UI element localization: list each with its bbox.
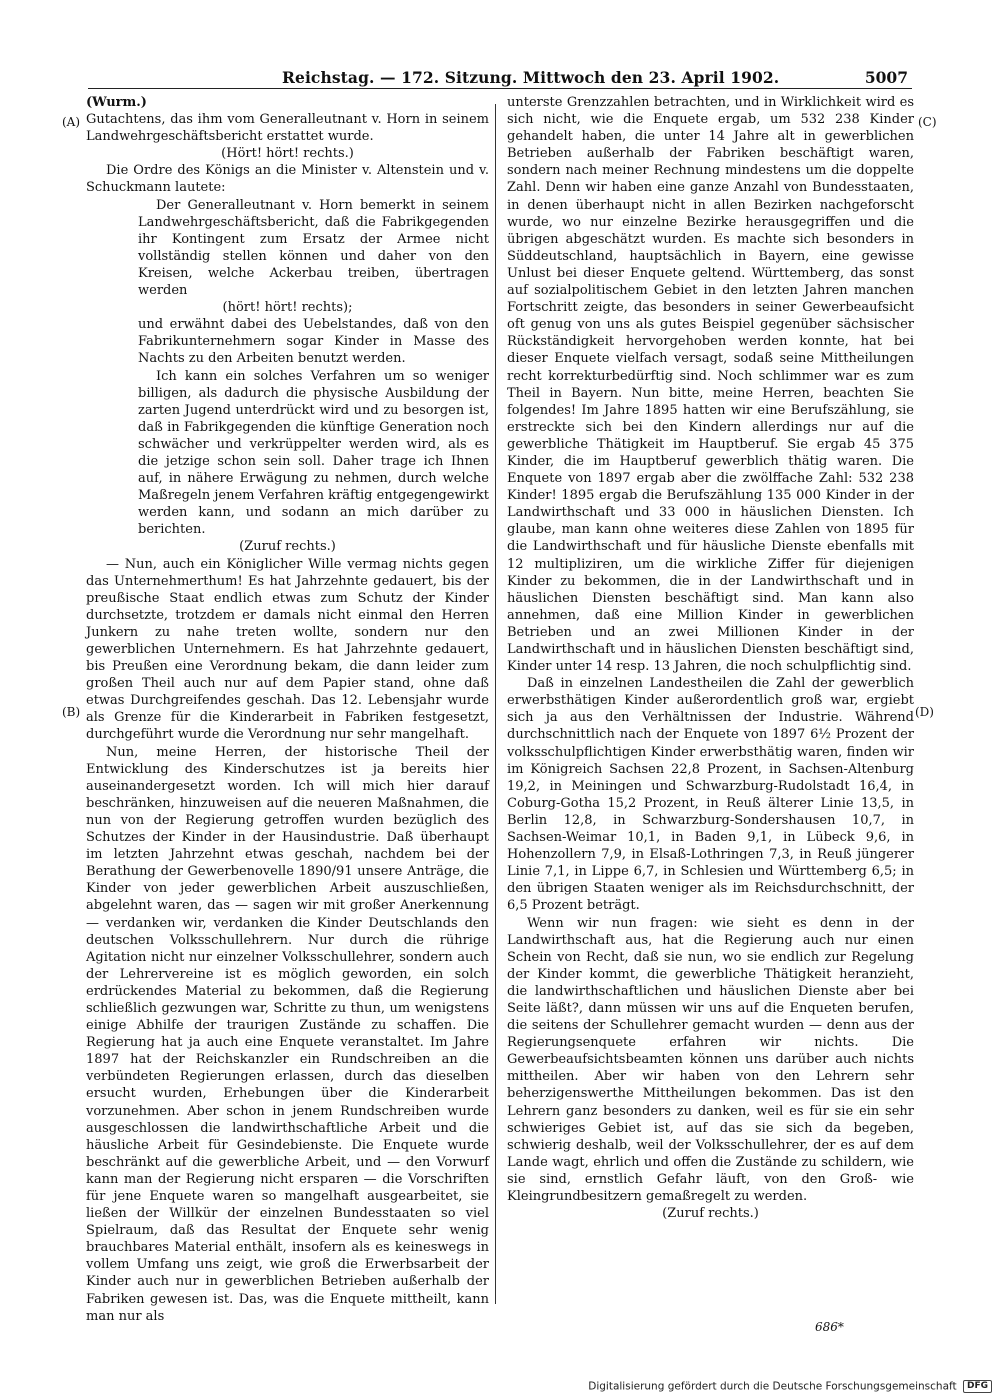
margin-mark-d: (D) [915,705,934,719]
quoted-order: Ich kann ein solches Verfahren um so weniger billigen, als dadurch die physische Ausbildung der zarten Jugend unterdrückt wird und zu besorgen ist, daß in Fabrikgegenden die künftige Generation noch schwächer und verkrüppelter werden wird, als es die jetzige schon sein soll. Daher trage ich Ihnen auf, in nähere Erwägung zu nehmen, durch welche Maßregeln jenem Verfahren kräftig entgegengewirkt werden kann, und sodann an mich darüber zu berichten. [138,368,489,538]
speaker-name: (Wurm.) [86,95,147,110]
interjection: (Zuruf rechts.) [662,1206,759,1222]
column-divider [495,104,496,1304]
header-rule [88,88,912,89]
paragraph: — Nun, auch ein Königlicher Wille vermag nichts gegen das Unternehmerthum! Es hat Jahrzehnte gedauert, bis der preußische Staat endlich etwas zum Schutz der Kinder durchsetzte, trotzdem er damals nicht einmal den Herren Junkern zu nahe treten wollte, sondern nur den gewerblichen Unternehmern. Es hat Jahrzehnte gedauert, bis Preußen eine Verordnung bekam, die dann leider zum großen Theil auch nur auf dem Papier stand, ohne daß etwas Durchgreifendes geschah. Das 12. Lebensjahr wurde als Grenze für die Kinderarbeit in Fabriken festgesetzt, durchgeführt wurde die Verordnung nur sehr mangelhaft. [86,556,489,743]
interjection: (Hört! hört! rechts.) [221,146,354,162]
dfg-logo-icon: DFG [963,1380,992,1393]
interjection: (hört! hört! rechts); [222,300,353,316]
footer-text: Digitalisierung gefördert durch die Deutsche Forschungsgemeinschaft [588,1380,957,1393]
quoted-order: Der Generalleutnant v. Horn bemerkt in seinem Landwehrgeschäftsbericht, daß die Fabrikgegenden ihr Kontingent zum Ersatz der Armee nicht vollständig stellen können und daher von den Kreisen, welche Ackerbau treiben, übertragen werden [138,197,489,299]
left-column [86,94,489,1325]
paragraph: Die Ordre des Königs an die Minister v. Altenstein und v. Schuckmann lautete: [86,163,489,196]
signature-mark: 686* [815,1320,844,1334]
paragraph: Gutachtens, das ihm vom Generalleutnant v. Horn in seinem Landwehrgeschäftsbericht erstattet wurde. [86,112,489,145]
page-number: 5007 [864,68,908,87]
margin-mark-b: (B) [62,705,81,719]
funding-footer [588,1380,992,1393]
interjection: (Zuruf rechts.) [239,539,336,555]
running-head: Reichstag. — 172. Sitzung. Mittwoch den 23. April 1902. [282,68,780,87]
paragraph: Nun, meine Herren, der historische Theil der Entwicklung des Kinderschutzes ist ja bereits hier auseinandergesetzt worden. Ich will mich hier darauf beschränken, hinzuweisen auf die neueren Maßnahmen, die nun von der Regierung getroffen wurden bezüglich des Schutzes der Kinder in der Hausindustrie. Daß überhaupt im letzten Jahrzehnt etwas geschah, nachdem bei der Berathung der Gewerbenovelle 1890/91 unsere Anträge, die Kinder von jeder gewerblichen Arbeit auszuschließen, abgelehnt waren, das — sagen wir mit großer Anerkennung — verdanken wir, verdanken die Kinder Deutschlands den deutschen Volksschullehrern. Nur durch die rührige Agitation nicht nur einzelner Volksschullehrer, sondern auch der Lehrervereine ist es möglich geworden, ein solch erdrückendes Material zu bekommen, daß die Regierung schließlich gezwungen war, Schritte zu thun, um wenigstens einige Abhilfe der traurigen Zustände zu schaffen. Die Regierung hat ja auch eine Enquete veranstaltet. Im Jahre 1897 hat der Reichskanzler ein Rundschreiben an die verbündeten Regierungen erlassen, durch das dieselben ersucht wurden, Erhebungen über die Kinderarbeit vorzunehmen. Aber schon in jenem Rundschreiben wurde ausgeschlossen die landwirthschaftliche Arbeit und die häusliche Arbeit für Gesindebienste. Die Enquete wurde beschränkt auf die gewerbliche Arbeit, und — den Vorwurf kann man der Regierung nicht ersparen — die Vorschriften für jene Enquete waren so mangelhaft ausgearbeitet, sie ließen der Willkür der einzelnen Bundesstaaten so viel Spielraum, daß das Resultat der Enquete sehr wenig brauchbares Material enthält, insofern als es keineswegs in vollem Umfang uns zeigt, wie groß die Erwerbsarbeit der Kinder auch nur in gewerblichen Betrieben außerhalb der Fabriken gewesen ist. Das, was die Enquete mittheilt, kann man nur als [86,744,489,1324]
paragraph: Wenn wir nun fragen: wie sieht es denn in der Landwirthschaft aus, hat die Regierung auch nur einen Schein von Recht, daß sie nun, wo sie endlich zur Regelung der Kinder kommt, die gewerbliche Thätigkeit heranzieht, die landwirthschaftlichen und häuslichen Dienste aber bei Seite läßt?, dann müssen wir uns auf die Enqueten berufen, die seitens der Schullehrer gemacht wurden — denn aus der Regierungsenquete erfahren wir nichts. Die Gewerbeaufsichtsbeamten können uns darüber auch nichts mittheilen. Aber wir haben von den Lehrern sehr beherzigenswerthe Mittheilungen bekommen. Das ist den Lehrern ganz besonders zu danken, weil es für sie ein sehr schwieriges Gebiet ist, auf das sie sich da begeben, schwierig deshalb, weil der Volksschullehrer, der es auf dem Lande wagt, ehrlich und offen die Zustände zu schildern, wie sie sind, ernstlich Gefahr läuft, von den Groß- wie Kleingrundbesitzern gemaßregelt zu werden. [507,915,914,1204]
right-column [507,94,914,1222]
paragraph: unterste Grenzzahlen betrachten, und in Wirklichkeit wird es sich nicht, wie die Enquete ergab, um 532 238 Kinder gehandelt haben, die unter 14 Jahre alt in gewerblichen Betrieben außerhalb der Fabriken beschäftigt waren, sondern nach meiner Rechnung mindestens um die doppelte Zahl. Denn wir haben eine ganze Anzahl von Bundesstaaten, in denen überhaupt nicht in allen Bezirken nachgeforscht wurde, wo nur einzelne Bezirke herausgegriffen und die übrigen abgeschätzt wurden. Es machte sich besonders in Süddeutschland, hauptsächlich in Bayern, eine gewisse Unlust bei dieser Enquete geltend. Württemberg, das sonst auf sozialpolitischem Gebiet in den letzten Jahren manchen Fortschritt zeigte, das besonders in seiner Gewerbeaufsicht oft genug von uns als gutes Beispiel gegenüber sächsischer Rückständigkeit hervorgehoben werden konnte, hat bei dieser Enquete vielfach versagt, sodaß seine Mittheilungen recht korrekturbedürftig sind. Noch schlimmer war es zum Theil in Bayern. Nun bitte, meine Herren, beachten Sie folgendes! Im Jahre 1895 hatten wir eine Berufszählung, sie erstreckte sich bei den Kindern allerdings nur auf die gewerbliche Thätigkeit im Hauptberuf. Sie ergab 45 375 Kinder, die im Hauptberuf gewerblich thätig waren. Die Enquete von 1897 ergab aber die zwölffache Zahl: 532 238 Kinder! 1895 ergab die Berufszählung 135 000 Kinder in der Landwirthschaft und 33 000 in häuslichen Diensten. Ich glaube, man kann ohne weiteres diese Zahlen von 1895 für die Landwirthschaft und für häusliche Dienste ebenfalls mit 12 multipliziren, um die wirkliche Ziffer für diejenigen Kinder zu bekommen, die in der Landwirthschaft und in häuslichen Diensten beschäftigt sind. Man kann also annehmen, daß eine Million Kinder in gewerblichen Betrieben und an zwei Millionen Kinder in der Landwirthschaft und in häuslichen Diensten beschäftigt sind, Kinder unter 14 resp. 13 Jahren, die noch schulpflichtig sind. [507,95,914,675]
quoted-order: und erwähnt dabei des Uebelstandes, daß von den Fabrikunternehmern sogar Kinder in Masse des Nachts zu den Arbeiten benutzt werden. [138,317,489,367]
margin-mark-c: (C) [918,115,937,129]
paragraph: Daß in einzelnen Landestheilen die Zahl der gewerblich erwerbsthätigen Kinder außerordentlich groß war, ergiebt sich ja aus den Verhältnissen der Industrie. Während durchschnittlich nach der Enquete von 1897 6½ Prozent der volksschulpflichtigen Kinder erwerbsthätig waren, finden wir im Königreich Sachsen 22,8 Prozent, in Sachsen-Altenburg 19,2, in Meiningen und Schwarzburg-Rudolstadt 16,4, in Coburg-Gotha 15,2 Prozent, in Reuß älterer Linie 13,5, in Berlin 12,8, in Schwarzburg-Sondershausen 10,7, in Sachsen-Weimar 10,1, in Baden 9,1, in Lübeck 9,6, in Hohenzollern 7,9, in Elsaß-Lothringen 7,3, in Reuß jüngerer Linie 7,1, in Lippe 6,7, in Schlesien und Württemberg 6,5; in den übrigen Staaten weniger als im Reichsdurchschnitt, der 6,5 Prozent beträgt. [507,676,914,914]
margin-mark-a: (A) [62,115,81,129]
